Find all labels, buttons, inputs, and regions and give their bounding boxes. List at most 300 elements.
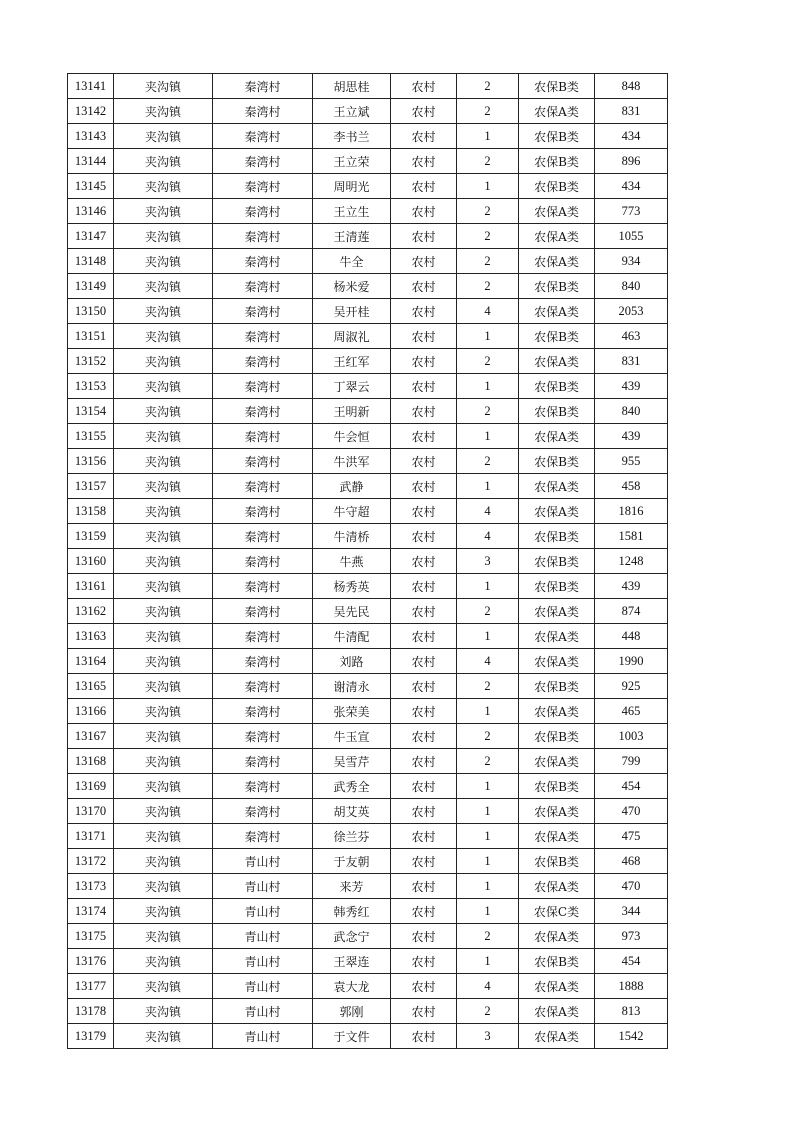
cell-village: 秦湾村: [213, 324, 313, 349]
cell-person-name: 王立荣: [313, 149, 391, 174]
cell-household-type: 农村: [391, 599, 457, 624]
cell-household-type: 农村: [391, 224, 457, 249]
cell-village: 秦湾村: [213, 299, 313, 324]
table-row: [68, 274, 668, 299]
table-row: [68, 949, 668, 974]
cell-member-count: 2: [457, 224, 519, 249]
cell-member-count: 1: [457, 574, 519, 599]
cell-member-count: 2: [457, 199, 519, 224]
cell-member-count: 2: [457, 674, 519, 699]
cell-amount: 1003: [595, 724, 668, 749]
table-row: [68, 449, 668, 474]
cell-member-count: 2: [457, 449, 519, 474]
cell-town: 夹沟镇: [114, 149, 213, 174]
cell-record-id: 13152: [68, 349, 114, 374]
cell-person-name: 胡思桂: [313, 74, 391, 99]
cell-member-count: 1: [457, 474, 519, 499]
cell-town: 夹沟镇: [114, 449, 213, 474]
cell-person-name: 郭刚: [313, 999, 391, 1024]
cell-member-count: 2: [457, 349, 519, 374]
cell-insurance-class: 农保A类: [519, 224, 595, 249]
cell-village: 秦湾村: [213, 99, 313, 124]
table-row: [68, 174, 668, 199]
cell-member-count: 1: [457, 124, 519, 149]
cell-household-type: 农村: [391, 549, 457, 574]
table-row: [68, 474, 668, 499]
cell-town: 夹沟镇: [114, 624, 213, 649]
cell-village: 秦湾村: [213, 774, 313, 799]
cell-amount: 840: [595, 274, 668, 299]
table-row: [68, 124, 668, 149]
cell-person-name: 张荣美: [313, 699, 391, 724]
cell-village: 秦湾村: [213, 224, 313, 249]
cell-town: 夹沟镇: [114, 699, 213, 724]
cell-town: 夹沟镇: [114, 949, 213, 974]
cell-member-count: 2: [457, 599, 519, 624]
cell-person-name: 袁大龙: [313, 974, 391, 999]
cell-amount: 470: [595, 874, 668, 899]
cell-insurance-class: 农保B类: [519, 549, 595, 574]
cell-amount: 874: [595, 599, 668, 624]
cell-household-type: 农村: [391, 874, 457, 899]
cell-member-count: 1: [457, 424, 519, 449]
cell-town: 夹沟镇: [114, 799, 213, 824]
cell-record-id: 13142: [68, 99, 114, 124]
cell-household-type: 农村: [391, 724, 457, 749]
cell-household-type: 农村: [391, 349, 457, 374]
table-row: [68, 599, 668, 624]
cell-member-count: 2: [457, 924, 519, 949]
cell-record-id: 13155: [68, 424, 114, 449]
cell-person-name: 牛燕: [313, 549, 391, 574]
cell-town: 夹沟镇: [114, 399, 213, 424]
cell-insurance-class: 农保B类: [519, 274, 595, 299]
table-row: [68, 749, 668, 774]
table-row: [68, 349, 668, 374]
cell-insurance-class: 农保B类: [519, 149, 595, 174]
cell-town: 夹沟镇: [114, 724, 213, 749]
cell-amount: 1055: [595, 224, 668, 249]
cell-town: 夹沟镇: [114, 674, 213, 699]
cell-household-type: 农村: [391, 449, 457, 474]
cell-village: 青山村: [213, 1024, 313, 1049]
table-row: [68, 324, 668, 349]
cell-record-id: 13157: [68, 474, 114, 499]
cell-person-name: 武秀全: [313, 774, 391, 799]
cell-insurance-class: 农保B类: [519, 849, 595, 874]
records-table: [67, 73, 668, 1049]
cell-member-count: 1: [457, 699, 519, 724]
cell-household-type: 农村: [391, 199, 457, 224]
cell-amount: 439: [595, 374, 668, 399]
cell-person-name: 牛守超: [313, 499, 391, 524]
cell-amount: 439: [595, 574, 668, 599]
cell-household-type: 农村: [391, 1024, 457, 1049]
table-row: [68, 624, 668, 649]
cell-village: 秦湾村: [213, 149, 313, 174]
cell-household-type: 农村: [391, 849, 457, 874]
cell-household-type: 农村: [391, 474, 457, 499]
cell-amount: 955: [595, 449, 668, 474]
cell-member-count: 1: [457, 824, 519, 849]
cell-insurance-class: 农保A类: [519, 249, 595, 274]
cell-record-id: 13166: [68, 699, 114, 724]
cell-record-id: 13149: [68, 274, 114, 299]
cell-member-count: 2: [457, 399, 519, 424]
cell-household-type: 农村: [391, 974, 457, 999]
cell-insurance-class: 农保A类: [519, 999, 595, 1024]
cell-amount: 831: [595, 349, 668, 374]
cell-town: 夹沟镇: [114, 849, 213, 874]
cell-record-id: 13177: [68, 974, 114, 999]
cell-household-type: 农村: [391, 799, 457, 824]
cell-town: 夹沟镇: [114, 749, 213, 774]
cell-amount: 1990: [595, 649, 668, 674]
cell-insurance-class: 农保B类: [519, 374, 595, 399]
cell-household-type: 农村: [391, 174, 457, 199]
cell-person-name: 牛全: [313, 249, 391, 274]
cell-person-name: 于文件: [313, 1024, 391, 1049]
cell-household-type: 农村: [391, 399, 457, 424]
cell-village: 秦湾村: [213, 424, 313, 449]
cell-amount: 831: [595, 99, 668, 124]
cell-amount: 1248: [595, 549, 668, 574]
table-row: [68, 999, 668, 1024]
cell-town: 夹沟镇: [114, 599, 213, 624]
cell-village: 青山村: [213, 874, 313, 899]
cell-insurance-class: 农保A类: [519, 624, 595, 649]
cell-insurance-class: 农保A类: [519, 299, 595, 324]
cell-record-id: 13150: [68, 299, 114, 324]
cell-amount: 434: [595, 124, 668, 149]
cell-village: 青山村: [213, 924, 313, 949]
table-row: [68, 924, 668, 949]
cell-record-id: 13170: [68, 799, 114, 824]
cell-record-id: 13160: [68, 549, 114, 574]
cell-person-name: 王明新: [313, 399, 391, 424]
cell-record-id: 13175: [68, 924, 114, 949]
cell-village: 秦湾村: [213, 249, 313, 274]
cell-record-id: 13174: [68, 899, 114, 924]
cell-record-id: 13173: [68, 874, 114, 899]
cell-insurance-class: 农保B类: [519, 574, 595, 599]
cell-insurance-class: 农保B类: [519, 949, 595, 974]
cell-household-type: 农村: [391, 299, 457, 324]
cell-person-name: 武静: [313, 474, 391, 499]
cell-amount: 470: [595, 799, 668, 824]
cell-town: 夹沟镇: [114, 824, 213, 849]
cell-household-type: 农村: [391, 699, 457, 724]
cell-insurance-class: 农保A类: [519, 474, 595, 499]
cell-town: 夹沟镇: [114, 1024, 213, 1049]
cell-amount: 896: [595, 149, 668, 174]
cell-town: 夹沟镇: [114, 224, 213, 249]
cell-household-type: 农村: [391, 774, 457, 799]
cell-village: 秦湾村: [213, 599, 313, 624]
cell-village: 青山村: [213, 974, 313, 999]
cell-household-type: 农村: [391, 949, 457, 974]
cell-village: 青山村: [213, 949, 313, 974]
cell-amount: 454: [595, 949, 668, 974]
cell-insurance-class: 农保B类: [519, 324, 595, 349]
cell-member-count: 4: [457, 974, 519, 999]
cell-town: 夹沟镇: [114, 174, 213, 199]
cell-person-name: 王红军: [313, 349, 391, 374]
cell-village: 秦湾村: [213, 624, 313, 649]
cell-person-name: 牛清配: [313, 624, 391, 649]
cell-member-count: 1: [457, 899, 519, 924]
cell-village: 秦湾村: [213, 349, 313, 374]
cell-town: 夹沟镇: [114, 924, 213, 949]
table-row: [68, 699, 668, 724]
cell-amount: 2053: [595, 299, 668, 324]
cell-amount: 1542: [595, 1024, 668, 1049]
cell-insurance-class: 农保A类: [519, 749, 595, 774]
cell-town: 夹沟镇: [114, 199, 213, 224]
table-row: [68, 524, 668, 549]
cell-insurance-class: 农保B类: [519, 774, 595, 799]
cell-record-id: 13159: [68, 524, 114, 549]
cell-person-name: 王立斌: [313, 99, 391, 124]
cell-record-id: 13148: [68, 249, 114, 274]
cell-person-name: 于友朝: [313, 849, 391, 874]
cell-household-type: 农村: [391, 649, 457, 674]
cell-person-name: 武念宁: [313, 924, 391, 949]
cell-household-type: 农村: [391, 524, 457, 549]
cell-insurance-class: 农保A类: [519, 599, 595, 624]
table-row: [68, 899, 668, 924]
cell-record-id: 13163: [68, 624, 114, 649]
table-row: [68, 424, 668, 449]
cell-village: 秦湾村: [213, 74, 313, 99]
cell-member-count: 2: [457, 274, 519, 299]
cell-person-name: 李书兰: [313, 124, 391, 149]
cell-town: 夹沟镇: [114, 124, 213, 149]
cell-insurance-class: 农保A类: [519, 874, 595, 899]
cell-amount: 925: [595, 674, 668, 699]
cell-person-name: 王立生: [313, 199, 391, 224]
cell-person-name: 王翠连: [313, 949, 391, 974]
cell-insurance-class: 农保B类: [519, 524, 595, 549]
cell-insurance-class: 农保C类: [519, 899, 595, 924]
cell-amount: 454: [595, 774, 668, 799]
cell-village: 秦湾村: [213, 699, 313, 724]
cell-record-id: 13156: [68, 449, 114, 474]
cell-town: 夹沟镇: [114, 274, 213, 299]
cell-household-type: 农村: [391, 124, 457, 149]
cell-town: 夹沟镇: [114, 649, 213, 674]
cell-insurance-class: 农保A类: [519, 499, 595, 524]
cell-amount: 463: [595, 324, 668, 349]
cell-person-name: 周淑礼: [313, 324, 391, 349]
cell-member-count: 2: [457, 99, 519, 124]
cell-household-type: 农村: [391, 249, 457, 274]
cell-household-type: 农村: [391, 274, 457, 299]
cell-village: 青山村: [213, 899, 313, 924]
cell-village: 秦湾村: [213, 199, 313, 224]
cell-record-id: 13167: [68, 724, 114, 749]
cell-village: 秦湾村: [213, 399, 313, 424]
cell-member-count: 1: [457, 624, 519, 649]
cell-village: 秦湾村: [213, 649, 313, 674]
table-row: [68, 549, 668, 574]
cell-household-type: 农村: [391, 999, 457, 1024]
cell-town: 夹沟镇: [114, 474, 213, 499]
table-row: [68, 224, 668, 249]
cell-person-name: 牛洪军: [313, 449, 391, 474]
cell-person-name: 杨米爱: [313, 274, 391, 299]
cell-village: 青山村: [213, 849, 313, 874]
cell-household-type: 农村: [391, 99, 457, 124]
cell-amount: 1581: [595, 524, 668, 549]
cell-record-id: 13141: [68, 74, 114, 99]
cell-town: 夹沟镇: [114, 549, 213, 574]
cell-insurance-class: 农保A类: [519, 974, 595, 999]
cell-record-id: 13176: [68, 949, 114, 974]
cell-member-count: 2: [457, 999, 519, 1024]
table-row: [68, 649, 668, 674]
cell-household-type: 农村: [391, 624, 457, 649]
cell-amount: 840: [595, 399, 668, 424]
cell-household-type: 农村: [391, 74, 457, 99]
cell-town: 夹沟镇: [114, 774, 213, 799]
cell-town: 夹沟镇: [114, 574, 213, 599]
cell-insurance-class: 农保A类: [519, 424, 595, 449]
cell-amount: 813: [595, 999, 668, 1024]
table-row: [68, 974, 668, 999]
cell-record-id: 13153: [68, 374, 114, 399]
cell-person-name: 徐兰芬: [313, 824, 391, 849]
cell-person-name: 吴雪芹: [313, 749, 391, 774]
cell-insurance-class: 农保B类: [519, 174, 595, 199]
cell-household-type: 农村: [391, 574, 457, 599]
cell-member-count: 4: [457, 499, 519, 524]
cell-record-id: 13169: [68, 774, 114, 799]
cell-town: 夹沟镇: [114, 524, 213, 549]
cell-village: 秦湾村: [213, 499, 313, 524]
table-row: [68, 199, 668, 224]
cell-member-count: 2: [457, 724, 519, 749]
cell-village: 秦湾村: [213, 549, 313, 574]
cell-member-count: 2: [457, 249, 519, 274]
table-row: [68, 374, 668, 399]
table-row: [68, 1024, 668, 1049]
cell-village: 秦湾村: [213, 524, 313, 549]
cell-amount: 439: [595, 424, 668, 449]
cell-amount: 344: [595, 899, 668, 924]
cell-village: 秦湾村: [213, 374, 313, 399]
cell-member-count: 1: [457, 324, 519, 349]
cell-amount: 434: [595, 174, 668, 199]
cell-record-id: 13171: [68, 824, 114, 849]
cell-household-type: 农村: [391, 424, 457, 449]
cell-record-id: 13168: [68, 749, 114, 774]
cell-insurance-class: 农保A类: [519, 699, 595, 724]
cell-amount: 468: [595, 849, 668, 874]
cell-town: 夹沟镇: [114, 249, 213, 274]
cell-village: 秦湾村: [213, 824, 313, 849]
cell-amount: 465: [595, 699, 668, 724]
cell-insurance-class: 农保A类: [519, 199, 595, 224]
cell-village: 秦湾村: [213, 174, 313, 199]
cell-person-name: 吴开桂: [313, 299, 391, 324]
cell-person-name: 王清莲: [313, 224, 391, 249]
cell-record-id: 13165: [68, 674, 114, 699]
cell-household-type: 农村: [391, 749, 457, 774]
cell-record-id: 13147: [68, 224, 114, 249]
cell-insurance-class: 农保A类: [519, 824, 595, 849]
cell-village: 秦湾村: [213, 474, 313, 499]
cell-member-count: 4: [457, 299, 519, 324]
cell-record-id: 13145: [68, 174, 114, 199]
cell-record-id: 13146: [68, 199, 114, 224]
cell-household-type: 农村: [391, 674, 457, 699]
cell-town: 夹沟镇: [114, 349, 213, 374]
cell-household-type: 农村: [391, 149, 457, 174]
cell-person-name: 来芳: [313, 874, 391, 899]
cell-person-name: 胡艾英: [313, 799, 391, 824]
cell-amount: 973: [595, 924, 668, 949]
table-row: [68, 724, 668, 749]
cell-person-name: 牛玉宣: [313, 724, 391, 749]
cell-amount: 848: [595, 74, 668, 99]
cell-person-name: 吴先民: [313, 599, 391, 624]
cell-insurance-class: 农保B类: [519, 449, 595, 474]
cell-insurance-class: 农保A类: [519, 99, 595, 124]
table-row: [68, 849, 668, 874]
cell-amount: 934: [595, 249, 668, 274]
cell-person-name: 杨秀英: [313, 574, 391, 599]
cell-insurance-class: 农保B类: [519, 399, 595, 424]
table-row: [68, 774, 668, 799]
cell-member-count: 1: [457, 774, 519, 799]
cell-record-id: 13162: [68, 599, 114, 624]
cell-record-id: 13144: [68, 149, 114, 174]
table-row: [68, 299, 668, 324]
cell-town: 夹沟镇: [114, 874, 213, 899]
cell-household-type: 农村: [391, 899, 457, 924]
cell-town: 夹沟镇: [114, 899, 213, 924]
cell-insurance-class: 农保B类: [519, 724, 595, 749]
cell-member-count: 2: [457, 749, 519, 774]
cell-town: 夹沟镇: [114, 99, 213, 124]
cell-amount: 799: [595, 749, 668, 774]
cell-village: 秦湾村: [213, 799, 313, 824]
cell-member-count: 2: [457, 149, 519, 174]
table-row: [68, 74, 668, 99]
cell-record-id: 13179: [68, 1024, 114, 1049]
cell-member-count: 4: [457, 524, 519, 549]
cell-town: 夹沟镇: [114, 499, 213, 524]
cell-member-count: 1: [457, 874, 519, 899]
cell-town: 夹沟镇: [114, 74, 213, 99]
cell-record-id: 13154: [68, 399, 114, 424]
cell-amount: 475: [595, 824, 668, 849]
cell-amount: 773: [595, 199, 668, 224]
cell-member-count: 1: [457, 174, 519, 199]
cell-insurance-class: 农保A类: [519, 799, 595, 824]
table-row: [68, 874, 668, 899]
cell-amount: 458: [595, 474, 668, 499]
cell-insurance-class: 农保B类: [519, 674, 595, 699]
cell-insurance-class: 农保B类: [519, 74, 595, 99]
table-row: [68, 499, 668, 524]
cell-record-id: 13161: [68, 574, 114, 599]
cell-household-type: 农村: [391, 924, 457, 949]
cell-person-name: 谢清永: [313, 674, 391, 699]
cell-town: 夹沟镇: [114, 299, 213, 324]
cell-person-name: 牛会恒: [313, 424, 391, 449]
